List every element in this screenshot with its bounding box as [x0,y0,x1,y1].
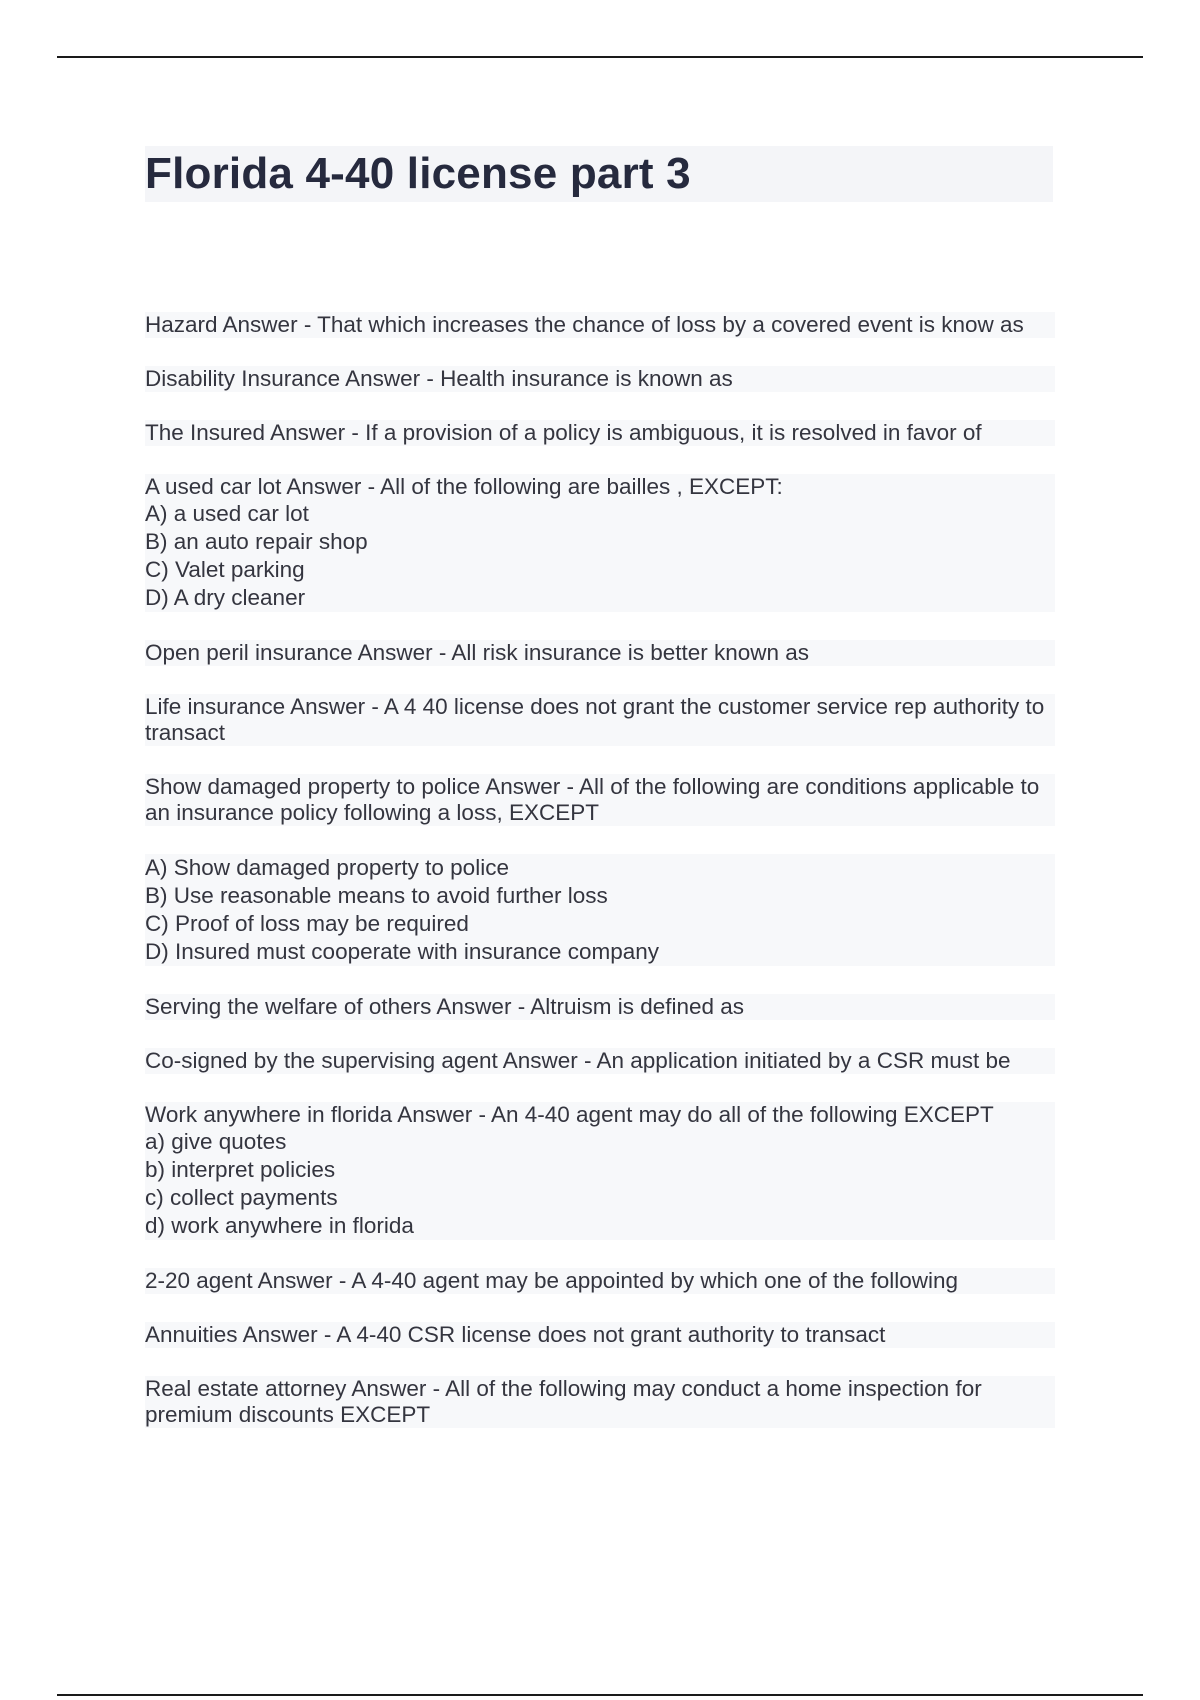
qa-option: D) Insured must cooperate with insurance company [145,939,659,964]
qa-option: d) work anywhere in florida [145,1213,414,1238]
qa-text: The Insured Answer - If a provision of a policy is ambiguous, it is resolved in favor of [145,420,1055,446]
qa-options [145,854,1055,966]
qa-text: Show damaged property to police Answer - All of the following are conditions applicable to an insurance policy following a loss, EXCEPT [145,774,1055,826]
qa-options [145,500,1055,612]
qa-text: 2-20 agent Answer - A 4-40 agent may be appointed by which one of the following [145,1268,1055,1294]
qa-option: b) interpret policies [145,1157,336,1182]
qa-text: Disability Insurance Answer - Health insurance is known as [145,366,1055,392]
qa-item-real-estate-attorney [145,1376,1055,1428]
qa-text: Hazard Answer - That which increases the chance of loss by a covered event is know as [145,312,1055,338]
qa-option: c) collect payments [145,1185,338,1210]
qa-option: C) Proof of loss may be required [145,911,469,936]
qa-item-co-signed [145,1048,1055,1074]
qa-item-work-anywhere [145,1102,1055,1240]
qa-text: Serving the welfare of others Answer - Altruism is defined as [145,994,1055,1020]
qa-text: Co-signed by the supervising agent Answer - An application initiated by a CSR must be [145,1048,1055,1074]
page-title: Florida 4-40 license part 3 [145,149,691,198]
qa-text: Work anywhere in florida Answer - An 4-40 agent may do all of the following EXCEPT [145,1102,1055,1128]
qa-item-open-peril [145,640,1055,666]
qa-option: A) Show damaged property to police [145,855,509,880]
qa-text: A used car lot Answer - All of the following are bailles , EXCEPT: [145,474,1055,500]
qa-item-disability-insurance [145,366,1055,392]
qa-option: B) Use reasonable means to avoid further loss [145,883,608,908]
qa-item-life-insurance [145,694,1055,746]
qa-option: B) an auto repair shop [145,529,368,554]
qa-list [145,312,1055,1456]
qa-options [145,1128,1055,1240]
qa-item-altruism [145,994,1055,1020]
qa-text: Open peril insurance Answer - All risk insurance is better known as [145,640,1055,666]
top-rule [57,56,1143,58]
qa-item-annuities [145,1322,1055,1348]
bottom-rule [57,1694,1143,1696]
qa-option: D) A dry cleaner [145,585,306,610]
qa-item-2-20-agent [145,1268,1055,1294]
qa-text: Real estate attorney Answer - All of the following may conduct a home inspection for premium discounts EXCEPT [145,1376,1055,1428]
qa-item-the-insured [145,420,1055,446]
qa-item-used-car-lot [145,474,1055,612]
qa-text: Life insurance Answer - A 4 40 license does not grant the customer service rep authority to transact [145,694,1055,746]
qa-option: a) give quotes [145,1129,287,1154]
qa-item-hazard [145,312,1055,338]
qa-option: A) a used car lot [145,501,309,526]
qa-text: Annuities Answer - A 4-40 CSR license does not grant authority to transact [145,1322,1055,1348]
qa-item-show-damaged-property [145,774,1055,966]
qa-option: C) Valet parking [145,557,305,582]
